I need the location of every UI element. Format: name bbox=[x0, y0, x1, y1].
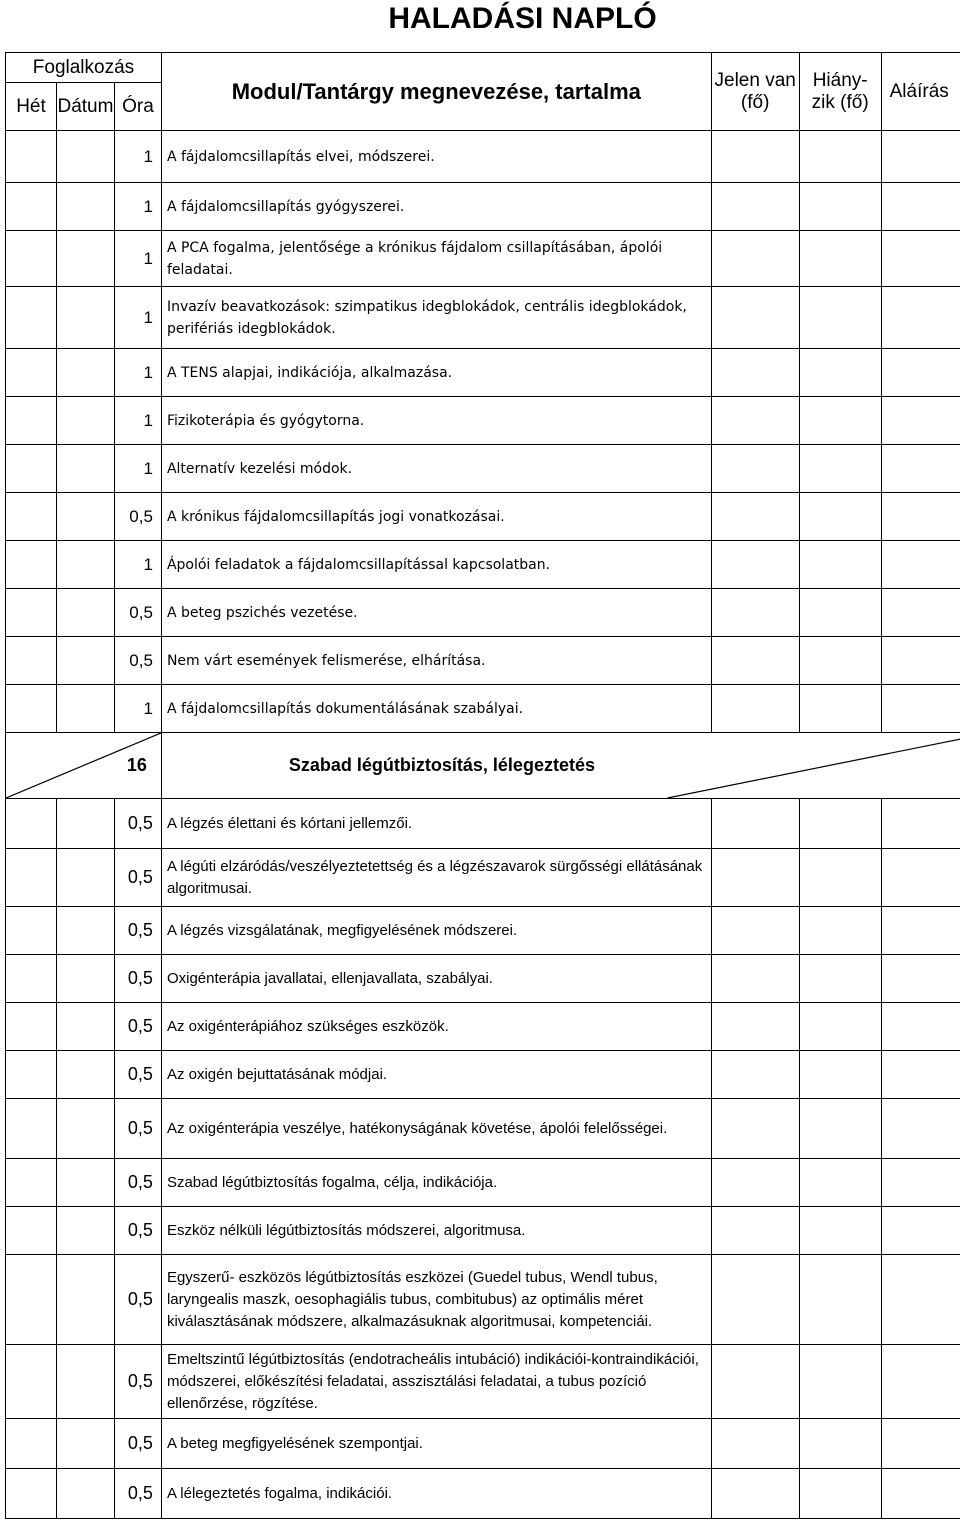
date-cell[interactable] bbox=[56, 493, 114, 541]
date-cell[interactable] bbox=[56, 1255, 114, 1345]
date-cell[interactable] bbox=[56, 397, 114, 445]
hours-value: 0,5 bbox=[127, 1118, 153, 1138]
present-cell[interactable] bbox=[711, 397, 799, 445]
present-cell[interactable] bbox=[711, 799, 799, 849]
absent-cell[interactable] bbox=[799, 349, 881, 397]
log-row bbox=[6, 183, 960, 231]
header-jelen-van bbox=[711, 53, 799, 131]
signature-cell[interactable] bbox=[881, 231, 960, 287]
week-cell[interactable] bbox=[6, 637, 57, 685]
hours-value: 1 bbox=[143, 146, 153, 166]
hours-cell bbox=[114, 1255, 161, 1345]
present-cell[interactable] bbox=[711, 131, 799, 183]
signature-cell[interactable] bbox=[881, 1345, 960, 1419]
signature-cell[interactable] bbox=[881, 907, 960, 955]
content-cell: A krónikus fájdalomcsillapítás jogi vonatkozásai. bbox=[161, 493, 711, 541]
date-cell[interactable] bbox=[56, 183, 114, 231]
content-cell: Eszköz nélküli légútbiztosítás módszerei, algoritmusa. bbox=[161, 1207, 711, 1255]
present-cell[interactable] bbox=[711, 1003, 799, 1051]
hours-value: 0,5 bbox=[127, 1433, 153, 1453]
hours-value: 0,5 bbox=[127, 1016, 153, 1036]
log-row bbox=[6, 231, 960, 287]
signature-cell[interactable] bbox=[881, 955, 960, 1003]
hours-value: 0,5 bbox=[127, 920, 153, 940]
signature-cell[interactable] bbox=[881, 685, 960, 733]
hours-value: 1 bbox=[143, 362, 153, 382]
page-title: HALADÁSI NAPLÓ bbox=[388, 2, 657, 35]
week-cell[interactable] bbox=[6, 1255, 57, 1345]
content-cell: Oxigénterápia javallatai, ellenjavallata, szabályai. bbox=[161, 955, 711, 1003]
week-cell[interactable] bbox=[6, 493, 57, 541]
present-cell[interactable] bbox=[711, 1051, 799, 1099]
absent-cell[interactable] bbox=[799, 589, 881, 637]
present-cell[interactable] bbox=[711, 541, 799, 589]
log-row bbox=[6, 637, 960, 685]
header-datum: Dátum bbox=[56, 83, 114, 131]
present-cell[interactable] bbox=[711, 1099, 799, 1159]
absent-cell[interactable] bbox=[799, 397, 881, 445]
signature-cell[interactable] bbox=[881, 799, 960, 849]
hours-cell bbox=[114, 1345, 161, 1419]
present-cell[interactable] bbox=[711, 1345, 799, 1419]
date-cell[interactable] bbox=[56, 131, 114, 183]
content-cell: Egyszerű- eszközös légútbiztosítás eszközei (Guedel tubus, Wendl tubus, laryngealis maszk, oesophagiális tubus, combitubus) az optimális méret kiválasztásának módszere, alkalmazásuknak algoritmusai, kompetenciái. bbox=[161, 1255, 711, 1345]
hours-cell bbox=[114, 849, 161, 907]
hours-value: 0,5 bbox=[127, 1483, 153, 1503]
hours-value: 0,5 bbox=[129, 602, 153, 622]
present-cell[interactable] bbox=[711, 445, 799, 493]
week-cell[interactable] bbox=[6, 1159, 57, 1207]
present-cell[interactable] bbox=[711, 849, 799, 907]
hours-cell bbox=[114, 1469, 161, 1519]
hours-cell bbox=[114, 445, 161, 493]
absent-cell[interactable] bbox=[799, 1051, 881, 1099]
content-cell: Az oxigén bejuttatásának módjai. bbox=[161, 1051, 711, 1099]
absent-cell[interactable] bbox=[799, 907, 881, 955]
absent-cell[interactable] bbox=[799, 183, 881, 231]
signature-cell[interactable] bbox=[881, 1003, 960, 1051]
hours-value: 0,5 bbox=[127, 1172, 153, 1192]
absent-cell[interactable] bbox=[799, 955, 881, 1003]
present-cell[interactable] bbox=[711, 1255, 799, 1345]
date-cell[interactable] bbox=[56, 589, 114, 637]
date-cell[interactable] bbox=[56, 1345, 114, 1419]
hours-cell bbox=[114, 685, 161, 733]
absent-cell[interactable] bbox=[799, 287, 881, 349]
week-cell[interactable] bbox=[6, 349, 57, 397]
week-cell[interactable] bbox=[6, 231, 57, 287]
hours-cell bbox=[114, 349, 161, 397]
date-cell[interactable] bbox=[56, 849, 114, 907]
signature-cell[interactable] bbox=[881, 183, 960, 231]
present-cell[interactable] bbox=[711, 1159, 799, 1207]
signature-cell[interactable] bbox=[881, 1419, 960, 1469]
hours-value: 1 bbox=[143, 307, 153, 327]
week-cell[interactable] bbox=[6, 1345, 57, 1419]
hours-cell bbox=[114, 799, 161, 849]
hours-cell bbox=[114, 183, 161, 231]
content-cell: Szabad légútbiztosítás fogalma, célja, indikációja. bbox=[161, 1159, 711, 1207]
date-cell[interactable] bbox=[56, 955, 114, 1003]
log-row bbox=[6, 287, 960, 349]
week-cell[interactable] bbox=[6, 589, 57, 637]
log-row bbox=[6, 349, 960, 397]
signature-cell[interactable] bbox=[881, 1469, 960, 1519]
date-cell[interactable] bbox=[56, 349, 114, 397]
content-cell: A lélegeztetés fogalma, indikációi. bbox=[161, 1469, 711, 1519]
hours-cell bbox=[114, 541, 161, 589]
week-cell[interactable] bbox=[6, 1419, 57, 1469]
week-cell[interactable] bbox=[6, 287, 57, 349]
log-row bbox=[6, 685, 960, 733]
absent-cell[interactable] bbox=[799, 637, 881, 685]
week-cell[interactable] bbox=[6, 183, 57, 231]
log-row bbox=[6, 1419, 960, 1469]
signature-cell[interactable] bbox=[881, 445, 960, 493]
section-row bbox=[6, 733, 960, 799]
hours-value: 1 bbox=[143, 458, 153, 478]
signature-cell[interactable] bbox=[881, 397, 960, 445]
signature-cell[interactable] bbox=[881, 1159, 960, 1207]
date-cell[interactable] bbox=[56, 799, 114, 849]
header-ora: Óra bbox=[114, 83, 161, 131]
date-cell[interactable] bbox=[56, 1419, 114, 1469]
progress-log-table bbox=[5, 52, 960, 1519]
absent-cell[interactable] bbox=[799, 1207, 881, 1255]
content-cell: Nem várt események felismerése, elhárítása. bbox=[161, 637, 711, 685]
absent-cell[interactable] bbox=[799, 1345, 881, 1419]
content-cell: A TENS alapjai, indikációja, alkalmazása. bbox=[161, 349, 711, 397]
content-cell: A fájdalomcsillapítás gyógyszerei. bbox=[161, 183, 711, 231]
content-cell: Fizikoterápia és gyógytorna. bbox=[161, 397, 711, 445]
absent-cell[interactable] bbox=[799, 1099, 881, 1159]
present-cell[interactable] bbox=[711, 493, 799, 541]
signature-cell[interactable] bbox=[881, 493, 960, 541]
week-cell[interactable] bbox=[6, 1051, 57, 1099]
header-modul: Modul/Tantárgy megnevezése, tartalma bbox=[161, 53, 711, 131]
log-row bbox=[6, 589, 960, 637]
signature-cell[interactable] bbox=[881, 1207, 960, 1255]
hours-value: 1 bbox=[143, 554, 153, 574]
content-cell: A beteg megfigyelésének szempontjai. bbox=[161, 1419, 711, 1469]
hours-value: 0,5 bbox=[127, 1289, 153, 1309]
log-row bbox=[6, 445, 960, 493]
hours-cell bbox=[114, 637, 161, 685]
signature-cell[interactable] bbox=[881, 589, 960, 637]
hours-value: 0,5 bbox=[129, 650, 153, 670]
absent-cell[interactable] bbox=[799, 685, 881, 733]
absent-cell[interactable] bbox=[799, 1159, 881, 1207]
absent-cell[interactable] bbox=[799, 131, 881, 183]
absent-cell[interactable] bbox=[799, 445, 881, 493]
content-cell: A légzés vizsgálatának, megfigyelésének módszerei. bbox=[161, 907, 711, 955]
hours-cell bbox=[114, 397, 161, 445]
section-title: Szabad légútbiztosítás, lélegeztetés bbox=[288, 755, 595, 775]
absent-cell[interactable] bbox=[799, 231, 881, 287]
absent-cell[interactable] bbox=[799, 1255, 881, 1345]
signature-cell[interactable] bbox=[881, 541, 960, 589]
week-cell[interactable] bbox=[6, 849, 57, 907]
date-cell[interactable] bbox=[56, 1207, 114, 1255]
log-row bbox=[6, 907, 960, 955]
header-jelen-line2: (fő) bbox=[740, 91, 770, 113]
present-cell[interactable] bbox=[711, 1207, 799, 1255]
date-cell[interactable] bbox=[56, 1003, 114, 1051]
week-cell[interactable] bbox=[6, 685, 57, 733]
absent-cell[interactable] bbox=[799, 1419, 881, 1469]
header-hianyzik bbox=[799, 53, 881, 131]
signature-cell[interactable] bbox=[881, 637, 960, 685]
content-cell: A légzés élettani és kórtani jellemzői. bbox=[161, 799, 711, 849]
present-cell[interactable] bbox=[711, 1419, 799, 1469]
signature-cell[interactable] bbox=[881, 1255, 960, 1345]
log-row bbox=[6, 541, 960, 589]
hours-value: 1 bbox=[143, 698, 153, 718]
present-cell[interactable] bbox=[711, 349, 799, 397]
present-cell[interactable] bbox=[711, 685, 799, 733]
date-cell[interactable] bbox=[56, 637, 114, 685]
signature-cell[interactable] bbox=[881, 1099, 960, 1159]
log-row bbox=[6, 1255, 960, 1345]
content-cell: Az oxigénterápia veszélye, hatékonyságának követése, ápolói felelősségei. bbox=[161, 1099, 711, 1159]
signature-cell[interactable] bbox=[881, 849, 960, 907]
hours-value: 1 bbox=[143, 410, 153, 430]
content-cell: A PCA fogalma, jelentősége a krónikus fájdalom csillapításában, ápolói feladatai. bbox=[161, 231, 711, 287]
hours-value: 0,5 bbox=[127, 1371, 153, 1391]
content-cell: Az oxigénterápiához szükséges eszközök. bbox=[161, 1003, 711, 1051]
week-cell[interactable] bbox=[6, 955, 57, 1003]
hours-cell bbox=[114, 1099, 161, 1159]
week-cell[interactable] bbox=[6, 907, 57, 955]
date-cell[interactable] bbox=[56, 231, 114, 287]
hours-cell bbox=[114, 493, 161, 541]
week-cell[interactable] bbox=[6, 799, 57, 849]
log-row bbox=[6, 955, 960, 1003]
absent-cell[interactable] bbox=[799, 1469, 881, 1519]
log-row bbox=[6, 1051, 960, 1099]
present-cell[interactable] bbox=[711, 1469, 799, 1519]
content-cell: A beteg pszichés vezetése. bbox=[161, 589, 711, 637]
log-row bbox=[6, 1345, 960, 1419]
date-cell[interactable] bbox=[56, 1159, 114, 1207]
hours-cell bbox=[114, 589, 161, 637]
present-cell[interactable] bbox=[711, 955, 799, 1003]
log-row bbox=[6, 131, 960, 183]
date-cell[interactable] bbox=[56, 445, 114, 493]
header-het: Hét bbox=[6, 83, 57, 131]
date-cell[interactable] bbox=[56, 1099, 114, 1159]
log-row bbox=[6, 1207, 960, 1255]
date-cell[interactable] bbox=[56, 907, 114, 955]
hours-cell bbox=[114, 1003, 161, 1051]
hours-value: 0,5 bbox=[127, 1220, 153, 1240]
header-hiany-line2: zik (fő) bbox=[811, 91, 869, 113]
hours-value: 0,5 bbox=[127, 968, 153, 988]
hours-value: 0,5 bbox=[127, 1064, 153, 1084]
log-row bbox=[6, 493, 960, 541]
absent-cell[interactable] bbox=[799, 541, 881, 589]
hours-cell bbox=[114, 231, 161, 287]
week-cell[interactable] bbox=[6, 1207, 57, 1255]
section-hours-cell bbox=[6, 733, 162, 799]
present-cell[interactable] bbox=[711, 637, 799, 685]
week-cell[interactable] bbox=[6, 1099, 57, 1159]
present-cell[interactable] bbox=[711, 907, 799, 955]
content-cell: A légúti elzáródás/veszélyeztetettség és a légzészavarok sürgősségi ellátásának algoritmusai. bbox=[161, 849, 711, 907]
week-cell[interactable] bbox=[6, 541, 57, 589]
content-cell: Invazív beavatkozások: szimpatikus idegblokádok, centrális idegblokádok, perifériás idegblokádok. bbox=[161, 287, 711, 349]
section-hours: 16 bbox=[126, 755, 147, 775]
absent-cell[interactable] bbox=[799, 849, 881, 907]
absent-cell[interactable] bbox=[799, 493, 881, 541]
hours-cell bbox=[114, 131, 161, 183]
hours-value: 0,5 bbox=[129, 506, 153, 526]
absent-cell[interactable] bbox=[799, 1003, 881, 1051]
week-cell[interactable] bbox=[6, 1469, 57, 1519]
hours-value: 0,5 bbox=[127, 867, 153, 887]
present-cell[interactable] bbox=[711, 287, 799, 349]
date-cell[interactable] bbox=[56, 287, 114, 349]
week-cell[interactable] bbox=[6, 1003, 57, 1051]
section-title-cell bbox=[161, 733, 960, 799]
content-cell: Ápolói feladatok a fájdalomcsillapítással kapcsolatban. bbox=[161, 541, 711, 589]
content-cell: A fájdalomcsillapítás dokumentálásának szabályai. bbox=[161, 685, 711, 733]
log-row bbox=[6, 1099, 960, 1159]
hours-cell bbox=[114, 1159, 161, 1207]
hours-value: 0,5 bbox=[127, 813, 153, 833]
log-row bbox=[6, 1469, 960, 1519]
date-cell[interactable] bbox=[56, 1051, 114, 1099]
header-alairas: Aláírás bbox=[881, 53, 960, 131]
hours-cell bbox=[114, 287, 161, 349]
log-row bbox=[6, 799, 960, 849]
date-cell[interactable] bbox=[56, 541, 114, 589]
date-cell[interactable] bbox=[56, 1469, 114, 1519]
hours-cell bbox=[114, 1051, 161, 1099]
present-cell[interactable] bbox=[711, 183, 799, 231]
header-foglalkozas: Foglalkozás bbox=[6, 53, 162, 83]
hours-cell bbox=[114, 907, 161, 955]
content-cell: A fájdalomcsillapítás elvei, módszerei. bbox=[161, 131, 711, 183]
content-cell: Emeltszintű légútbiztosítás (endotracheális intubáció) indikációi-kontraindikációi, módszerei, előkészítési feladatai, asszisztálási feladatai, a tubus pozíció ellenőrzése, rögzítése. bbox=[161, 1345, 711, 1419]
signature-cell[interactable] bbox=[881, 1051, 960, 1099]
present-cell[interactable] bbox=[711, 589, 799, 637]
date-cell[interactable] bbox=[56, 685, 114, 733]
signature-cell[interactable] bbox=[881, 287, 960, 349]
hours-cell bbox=[114, 955, 161, 1003]
hours-value: 1 bbox=[143, 196, 153, 216]
signature-cell[interactable] bbox=[881, 131, 960, 183]
log-row bbox=[6, 397, 960, 445]
present-cell[interactable] bbox=[711, 231, 799, 287]
signature-cell[interactable] bbox=[881, 349, 960, 397]
hours-cell bbox=[114, 1207, 161, 1255]
header-hiany-line1: Hiány- bbox=[812, 69, 868, 91]
header-jelen-line1: Jelen van bbox=[714, 69, 796, 91]
week-cell[interactable] bbox=[6, 131, 57, 183]
week-cell[interactable] bbox=[6, 445, 57, 493]
log-row bbox=[6, 849, 960, 907]
week-cell[interactable] bbox=[6, 397, 57, 445]
content-cell: Alternatív kezelési módok. bbox=[161, 445, 711, 493]
hours-cell bbox=[114, 1419, 161, 1469]
hours-value: 1 bbox=[143, 248, 153, 268]
log-row bbox=[6, 1159, 960, 1207]
log-row bbox=[6, 1003, 960, 1051]
absent-cell[interactable] bbox=[799, 799, 881, 849]
